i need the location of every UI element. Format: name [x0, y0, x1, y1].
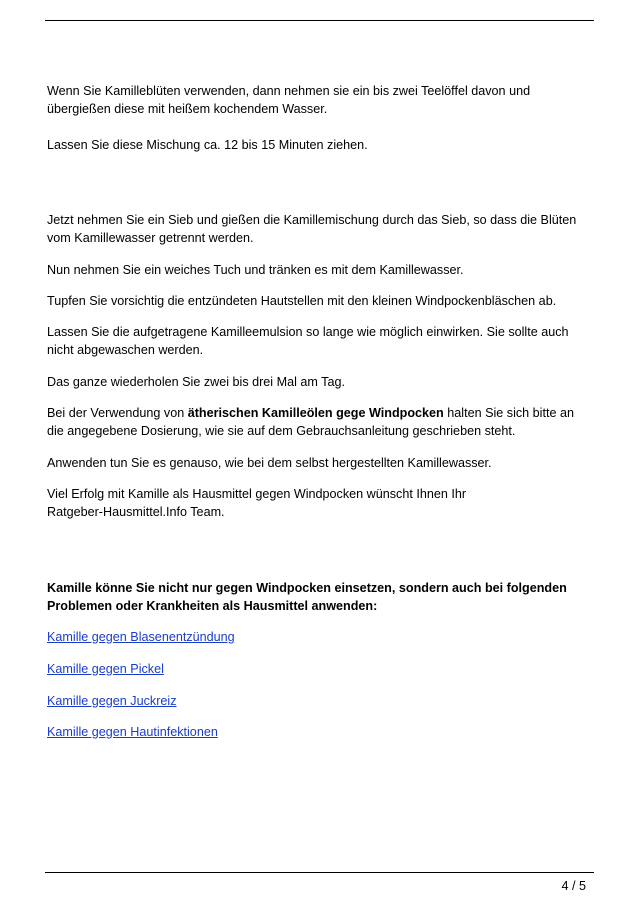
paragraph-erfolg: [47, 485, 595, 521]
link-pickel[interactable]: Kamille gegen Pickel: [47, 662, 164, 676]
text-line: übergießen diese mit heißem kochendem Wasser.: [47, 102, 328, 116]
text-line: [47, 404, 595, 422]
link-hautinfektionen[interactable]: Kamille gegen Hautinfektionen: [47, 725, 218, 739]
link-item: [47, 692, 595, 710]
text-line: Das ganze wiederholen Sie zwei bis drei Mal am Tag.: [47, 375, 345, 389]
paragraph-wiederholen: [47, 373, 595, 391]
text-line: Viel Erfolg mit Kamille als Hausmittel gegen Windpocken wünscht Ihnen Ihr: [47, 487, 467, 501]
text-line: nicht abgewaschen werden.: [47, 343, 204, 357]
link-blasenentzuendung[interactable]: Kamille gegen Blasenentzündung: [47, 630, 235, 644]
text-line: vom Kamillewasser getrennt werden.: [47, 231, 254, 245]
paragraph-sieb: [47, 211, 595, 247]
text-line: Ratgeber-Hausmittel.Info Team.: [47, 505, 225, 519]
link-juckreiz[interactable]: Kamille gegen Juckreiz: [47, 694, 177, 708]
text-line: Jetzt nehmen Sie ein Sieb und gießen die Kamillemischung durch das Sieb, so dass die Blüten: [47, 213, 577, 227]
paragraph-anwenden: [47, 454, 595, 472]
text-line: Anwenden tun Sie es genauso, wie bei dem selbst hergestellten Kamillewasser.: [47, 456, 492, 470]
text-line: die angegebene Dosierung, wie sie auf dem Gebrauchsanleitung geschrieben steht.: [47, 424, 516, 438]
text-line: Kamille könne Sie nicht nur gegen Windpocken einsetzen, sondern auch bei folgenden: [47, 581, 567, 595]
oil-bold-text: ätherischen Kamilleölen gege Windpocken: [187, 406, 444, 420]
paragraph-tuch: [47, 261, 595, 279]
page-number: 4 / 5: [561, 879, 586, 893]
text-line: Nun nehmen Sie ein weiches Tuch und tränken es mit dem Kamillewasser.: [47, 263, 464, 277]
paragraph-kamillebluten: [47, 82, 595, 118]
oil-text-pre: Bei der Verwendung von: [47, 406, 188, 420]
footer-rule: [45, 872, 594, 873]
link-item: [47, 628, 595, 646]
link-item: [47, 723, 595, 741]
header-rule: [45, 20, 594, 21]
text-line: Problemen oder Krankheiten als Hausmittel anwenden:: [47, 599, 378, 613]
text-line: Lassen Sie diese Mischung ca. 12 bis 15 Minuten ziehen.: [47, 138, 368, 152]
paragraph-tupfen: [47, 292, 595, 310]
paragraph-einwirken: [47, 323, 595, 359]
paragraph-oil-dosage: [47, 404, 595, 440]
text-line: Lassen Sie die aufgetragene Kamilleemulsion so lange wie möglich einwirken. Sie sollte auch: [47, 325, 569, 339]
link-item: [47, 660, 595, 678]
paragraph-ziehen: [47, 136, 595, 154]
oil-text-post: halten Sie sich bitte an: [443, 406, 574, 420]
related-heading: [47, 579, 595, 615]
text-line: Wenn Sie Kamilleblüten verwenden, dann nehmen sie ein bis zwei Teelöffel davon und: [47, 84, 531, 98]
text-line: Tupfen Sie vorsichtig die entzündeten Hautstellen mit den kleinen Windpockenbläschen ab.: [47, 294, 557, 308]
